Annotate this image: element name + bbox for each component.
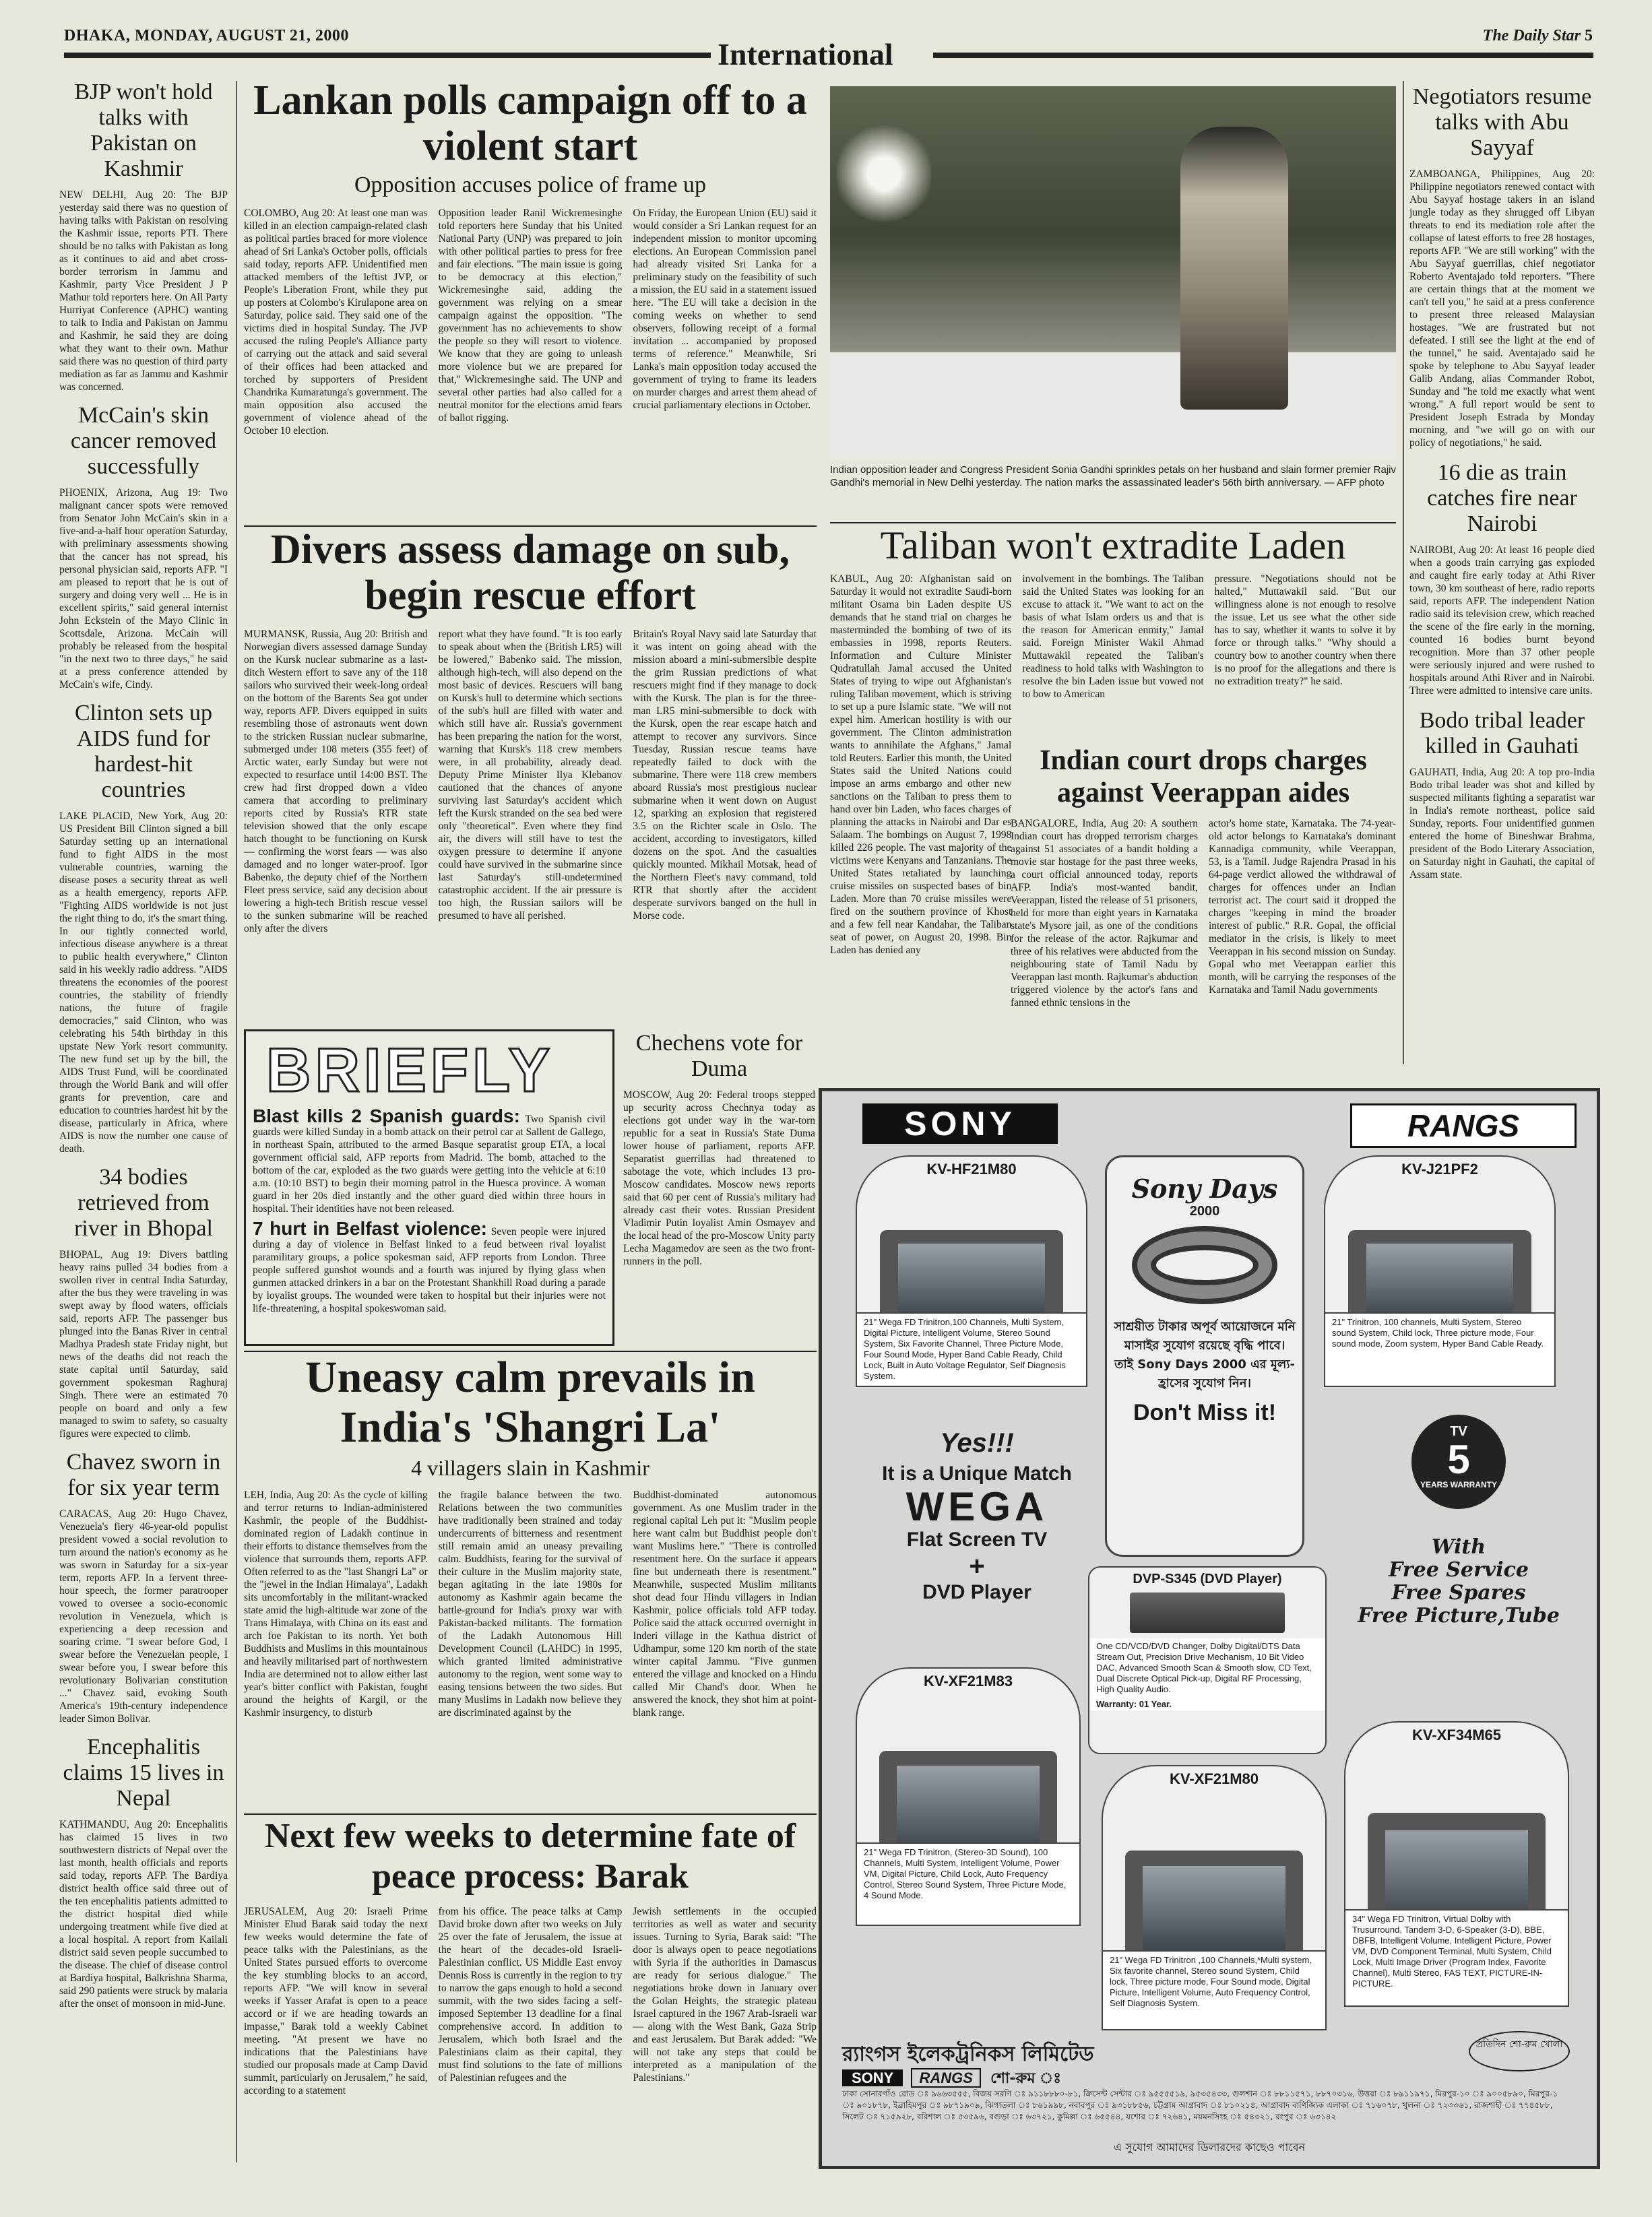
body-chavez: CARACAS, Aug 20: Hugo Chavez, Venezuela's fiery 46-year-old populist president vowed a social revolution to turn around the nation's economy as he was sworn in Saturday for a six-year term, reports AFP. In a fervent three-hour speech, the former paratrooper vowed to oversee a socio-economic revolution in Venezuela, which is experiencing a deep recession and soaring crime. "I swear before God, I swear before the Venezuelan people, I swear before you, I swear before this revolutionary Bolivarian constitution ..." Chavez said, evoking South America's 19th-century independence leader Simon Bolivar.: [59, 1508, 228, 1725]
free-spares-text: Free Spares: [1391, 1581, 1526, 1605]
masthead-rule-left: [64, 53, 711, 58]
headline-divers: Divers assess damage on sub, begin rescue effort: [271, 527, 790, 618]
plus-sign: +: [969, 1551, 985, 1581]
shangri-col-3: Buddhist-dominated autonomous government. As one Muslim trader in the regional capital Leh put it: "Muslim people here want calm but Buddhist people don't want Muslims here." "There is controlled resentment here. On the surface it appears fine but underneath there is resentment." Meanwhile, suspected Muslim militants shot dead four Hindu villagers in Indian Kashmir, police officials told AFP today. Police said the attack occurred overnight in Inderi village in the Kathua district of Udhampur, some 120 km north of the state winter capital Jammu. "Five gunmen entered the village and knocked on a Hindu called Mir Chand's door. When he answered the knock, they shot him at point-blank range.: [633, 1489, 817, 1718]
rangs-small-logo: RANGS: [911, 2068, 980, 2088]
tv1-spec: 21" Wega FD Trinitron,100 Channels, Multi System, Digital Picture, Intelligent Volume, Stereo Sound System, Six Favorite Channel, Three Picture Mode, Four Sound Mode, Hyper Band Cable Ready, Child Lock, Built in Auto Voltage Regulator, Self Diagnosis System.: [857, 1312, 1086, 1386]
right-divider: [1403, 81, 1404, 1064]
warranty-tv-label: TV: [1450, 1424, 1467, 1439]
tv1-screen: [898, 1244, 1045, 1322]
photo-memorial: [830, 352, 1396, 460]
headline-mccain: McCain's skin cancer removed successfully: [70, 403, 217, 479]
headline-negotiators: Negotiators resume talks with Abu Sayyaf: [1412, 84, 1592, 160]
tv-kv-j21pf2: [1324, 1155, 1556, 1387]
headline-clinton: Clinton sets up AIDS fund for hardest-hit countries: [74, 701, 213, 802]
sony-days-bangla-offer: সাশ্রয়ীত টাকার অপূর্ব আয়োজনে মনি মাসাইর সুযোগ রয়েছে বৃদ্ধি পাবে। তাই Sony Days 2000 এর মূল্য-হ্রাসের সুযোগ নিন।: [1114, 1320, 1296, 1390]
tv2-model: KV-J21PF2: [1401, 1161, 1478, 1178]
dvd-warranty: Warranty: 01 Year.: [1089, 1698, 1325, 1710]
headline-lankan: Lankan polls campaign off to a violent start: [253, 77, 807, 169]
col1-divider: [236, 81, 237, 2162]
with-text: With: [1431, 1535, 1486, 1559]
headline-chavez: Chavez sworn in for six year term: [66, 1450, 221, 1500]
sony-days-disc-icon: [1132, 1226, 1277, 1304]
brief2-head: 7 hurt in Belfast violence:: [253, 1218, 488, 1239]
yes-text: Yes!!!: [940, 1428, 1014, 1458]
briefly-title: BRIEFLY: [266, 1036, 554, 1105]
sony-small-logo: SONY: [842, 2069, 903, 2086]
lankan-col-2: Opposition leader Ranil Wickremesinghe told reporters here Sunday that his United National Party (UNP) was prepared to join with other political parties to press for free and fair elections. "The main issue is going to be democracy at this election," Wickremesinghe said, adding the government was relying on a smear campaign against the opposition. "The government has no achievements to show the people so they will resort to violence. We know that they are going to unleash more violence but we are prepared for that," Wickremesinghe said. The UNP and several other parties had also called for a neutral monitor for the elections amid fears of ballot rigging.: [438, 207, 623, 424]
col-right: [1409, 84, 1595, 1081]
shangri-col-2: the fragile balance between the two. Relations between the two communities have traditionally been strained and today undercurrents of bitterness and resentment still remain amid an uneasy prevailing calm. Buddhists, fearing for the survival of their culture in the Muslim majority state, began agitating in the late 1980s for autonomy as Kashmir again became the battle-ground for India's proxy war with Pakistan-backed militants. The formation of the Ladakh Autonomous Hill Development Council (LAHDC) in 1995, which granted limited administrative autonomy to the region, went some way to easing tensions between the two sides. But many Muslims in Ladakh now believe they are discriminated against by the: [438, 1489, 623, 1718]
sony-logo: SONY: [862, 1103, 1058, 1144]
shangri-col-1: LEH, India, Aug 20: As the cycle of killing and terror returns to Indian-administered Kashmir, the people of the Buddhist-dominated region of Ladakh continue in their efforts to distance themselves from the violence that surrounds them, reports AFP. Often referred to as the "last Shangri La" or the "jewel in the Indian Himalaya", Ladakh sits uncomfortably in the militant-wracked state amid the high-altitude war zone of the Trans Himalaya, with China on its east and arch foe Pakistan to its north. Yet both Buddhists and Muslims in this mountainous and heavily militarised part of northwestern India are determined not to allow either last year's bitter conflict with Pakistan, fought around the heights of Kargil, or the Kashmir insurgency, to disturb: [244, 1489, 428, 1718]
caption-text: Indian opposition leader and Congress President Sonia Gandhi sprinkles petals on her husband and slain former premier Rajiv Gandhi's memorial in New Delhi yesterday. The nation marks the assassinated leader's 56th birth anniversary.: [830, 464, 1396, 488]
divers-article: [244, 527, 817, 1025]
barak-article: [244, 1816, 817, 2166]
taliban-col-2: involvement in the bombings. The Taliban said the United States was looking for an excuse to attack it. "We want to act on the basis of what Islam orders us and that is the reason for American enmity," Jamal said. Foreign Minister Wakil Ahmad Muttawakil repeated the Taliban's readiness to hold talks with Washington to resolve the bin Laden issue but vowed not to bow to American: [1022, 573, 1204, 700]
dateline: DHAKA, MONDAY, AUGUST 21, 2000: [64, 27, 349, 44]
paper-name: [1483, 27, 1593, 45]
section-title: International: [718, 37, 893, 71]
sony-days-year: 2000: [1189, 1204, 1220, 1219]
tv5-spec: 34" Wega FD Trinitron, Virtual Dolby with Trusurround, Tandem 3-D, 6-Speaker (3-D), BBE, DBFB, Intelligent Volume, Intelligent Picture, Power VM, DVD Component Terminal, Multi System, Child Lock, Multi Image Driver (Program Index, Favorite Channel), Multi Stereo, FAS TEXT, PICTURE-IN-PICTURE.: [1345, 1909, 1568, 2005]
headline-shangri: Uneasy calm prevails in India's 'Shangri La': [305, 1353, 755, 1452]
dont-miss-text: Don't Miss it!: [1133, 1400, 1277, 1425]
barak-col-2: from his office. The peace talks at Camp David broke down after two weeks on July 25 over the fate of Jerusalem, the issue at the heart of the decades-old Israeli-Palestinian conflict. US Middle East envoy Dennis Ross is currently in the region to try to narrow the gaps enough to hold a second summit, with the two sides facing a self-imposed September 13 deadline for a final comprehensive accord. In addition to Jerusalem, which both Israel and the Palestinians claim as their capital, they must find solutions to the fate of millions of Palestinian refugees and the: [438, 1906, 623, 2084]
tv3-model: KV-XF21M83: [923, 1673, 1013, 1690]
subhead-lankan: Opposition accuses police of frame up: [354, 172, 707, 197]
divers-col-1: MURMANSK, Russia, Aug 20: British and Norwegian divers assessed damage Sunday on the Kursk nuclear submarine as a last-ditch Western effort to save any of the 118 sailors who survived their week-long ordeal on the bottom of the Barents Sea got under way, reports AFP. Divers equipped in suits resembling those of astronauts went down to the stricken Russian nuclear submarine, submerged under 108 meters (355 feet) of Arctic water, early Sunday but were not expected to resurface until 14:00 BST. The crew had first dropped down a video camera that according to preliminary reports cited by Russia's RTR state television showed that the only escape hatch thought to be functioning on Kursk — confirming the worst fears — was also damaged and no longer water-proof. Igor Babenko, the deputy chief of the Northern Fleet press service, said any decision about lowering a high-tech British rescue vessel to the sunken submarine will be reached only after the divers: [244, 629, 428, 934]
body-bodo: GAUHATI, India, Aug 20: A top pro-India Bodo tribal leader was shot and killed by suspected militants fighting a separatist war in India's remote northeast, police said Sunday, reports. Four unidentified gunmen entered the home of Bineshwar Brahma, president of the Bodo Literary Association, on Saturday night in Gauhati, the capital of Assam state.: [1409, 767, 1595, 880]
divers-col-3: Britain's Royal Navy said late Saturday that it was intent on going ahead with the mission aboard a mini-submersible despite the grim Russian predictions of what rescuers might find if they manage to dock with the Kursk. The plan is for the three-man LR5 mini-submersible to dock with the Kursk, open the rear escape hatch and attempt to recover any survivors. Since Tuesday, Russian rescue teams have repeatedly failed to dock with the submarine. There were 118 crew members aboard Russia's most prestigious nuclear submarine when it went down on August 12, sparking an explosion that registered 3.5 on the Richter scale in Oslo. The accident, according to investigators, killed dozens on the spot. And the casualties quickly mounted. Mikhail Motsak, head of the Northern Fleet's navy command, told RTR that shortly after the accident desperate survivors banged on the hull in Morse code.: [633, 629, 817, 922]
photo-flowers: [837, 106, 931, 241]
tv4-screen: [1143, 1866, 1285, 1956]
dealer-footer: এ সুযোগ আমাদের ডিলারদের কাছেও পাবেন: [1113, 2141, 1306, 2154]
dvd-player-box: [1088, 1566, 1327, 1754]
photo-figure: [1180, 127, 1288, 410]
tv-kv-xf21m83: [856, 1667, 1081, 1926]
tv5-model: KV-XF34M65: [1411, 1727, 1502, 1743]
body-clinton: LAKE PLACID, New York, Aug 20: US President Bill Clinton signed a bill Saturday setting up an international fund to fight AIDS in the most vulnerable countries, warning the disease poses a security threat as well as a health emergency, reports AFP. "Fighting AIDS worldwide is not just the right thing to do, it's the smart thing. In our tightly connected world, infectious disease anywhere is a threat to public health everywhere," Clinton said in his weekly radio address. "AIDS threatens the economies of the poorest countries, the stability of friendly nations, the future of fragile democracies," said Clinton, who was celebrating his 54th birthday in this upstate New York resort community. The new fund set up by the bill, the AIDS Trust Fund, will be coordinated through the World Bank and will offer grants for prevention, care and education to countries hardest hit by the disease, particularly in Africa, where AIDS is now the number one cause of death.: [59, 810, 228, 1155]
tv4-model: KV-XF21M80: [1169, 1770, 1259, 1787]
barak-col-1: JERUSALEM, Aug 20: Israeli Prime Minister Ehud Barak said today the next few weeks would determine the fate of peace talks with the Palestinians, as the United States pursued efforts to overcome the key stumbling blocks to an accord, reports AFP. "We will know in several weeks if Yasser Arafat is open to a peace accord or if we are heading towards an impasse," Barak told a weekly Cabinet meeting. "At present we have no indications that the Palestinians have studied our proposals made at Camp David summit, particularly on Jerusalem," he said, according to a statement: [244, 1906, 428, 2096]
headline-bodo: Bodo tribal leader killed in Gauhati: [1419, 708, 1585, 759]
page-number: 5: [1585, 27, 1593, 44]
subhead-shangri: 4 villagers slain in Kashmir: [411, 1456, 649, 1480]
shangri-article: [244, 1353, 817, 1818]
showroom-addresses: ঢাকা সোনারগাঁও রোড ঃ ৯৬৬৩৫৫৫, বিজয় সরণি ঃ ৯১১৮৮৮০-৮১, ক্রিসেন্ট সেন্টার ঃ ৯৫৫৫৫১৯, ৯৫৩৫৪৩৩, গুলশান ঃ ৮৮১১৫৭১, ৮৮৭০৩১৬, উত্তরা ঃ ৮৯১১৯৭১, মিরপুর-১০ ঃ ৯০০৫৮৯০, মিরপুর-১ ঃ ৯০১৮৭৮, ইব্রাহিমপুর ঃ ৯৮৭১৯০৯, ঝিগাতলা ঃ ৮৬১৯৯৮, নবাবপুর ঃ ৯৩১৮৮৫৬, চট্টগ্রাম আগ্রাবাদ ঃ ৮১০২১৪, আগ্রাবাদ বাণিজ্যিক এলাকা ঃ ৭১৬০৭৮, খুলনা ঃ ৭২৩৩৬১, রাজশাহী ঃ ৭৭৪৫৮৮, সিলেট ঃ ৭১৫৯২৮, বরিশাল ঃ ৫৩৫৯৬, বগুড়া ঃ ৬৩৭২১, কুমিল্লা ঃ ৬৫৫৪৪, যশোর ঃ ৭২৬৪১, ময়মনসিংহ ঃ ৫৪৩২১, রংপুর ঃ ৬৩১৪২: [842, 2089, 1558, 2121]
warranty-years-number: 5: [1447, 1437, 1470, 1482]
col1: [59, 79, 228, 2168]
tv3-spec: 21" Wega FD Trinitron, (Stereo-3D Sound), 100 Channels, Multi System, Intelligent Volume, Power VM, Digital Picture, Child Lock, Auto Frequency Control, Stereo Sound System, Three Picture Mode, 4 Sound Mode.: [857, 1842, 1079, 1925]
headline-bhopal: 34 bodies retrieved from river in Bhopal: [74, 1165, 213, 1241]
body-chechens: MOSCOW, Aug 20: Federal troops stepped up security across Chechnya today as elections got under way in the war-torn republic for a seat in Russia's State Duma lower house of parliament, reports AFP. Separatist guerrillas had threatened to sabotage the vote, which includes 13 pro-Moscow candidates. Moscow news reports said that 60 per cent of Russia's military had already cast their votes. Russian President Vladimir Putin loyalist Amin Osmayev and the local head of the pro-Moscow Unity party Lecha Magamedov are seen as the two front-runners in the poll.: [623, 1089, 815, 1267]
body-bhopal: BHOPAL, Aug 19: Divers battling heavy rains pulled 34 bodies from a swollen river in central India Saturday, after the bus they were traveling in was swept away by flood waters, officials said, reports AFP. The passenger bus plunged into the Banas River in central Madhya Pradesh state Friday night, but news of the deaths did not reach the state capital until Saturday, said government spokesman Raghuraj Singh. There were an estimated 70 people on board and only a few managed to swim to safety, so casualty figures were expected to climb.: [59, 1249, 228, 1440]
body-mccain: PHOENIX, Arizona, Aug 19: Two malignant cancer spots were removed from Senator John McCain's skin in a five-and-a-half hour operation Saturday, with preliminary assessments showing that the cancer has not spread, his personal physician said, reports AFP. "I am pleased to report that he is out of surgery and doing very well ... He is in excellent spirits," said general internist John Eckstein of the Mayo Clinic in Scottsdale, Arizona. McCain will probably be released from the hospital "in the next two to three days," he said at a press conference attended by McCain's wife, Cindy.: [59, 487, 228, 690]
sony-days-panel: [1105, 1155, 1304, 1557]
paper-title: The Daily Star: [1482, 27, 1581, 44]
brief2-body: Seven people were injured during a day of violence in Belfast linked to a feud between rival loyalist paramilitary groups, a police spokesman said, AFP reports from London. Three people suffered gunshot wounds and a fourth was injured by flying glass when gunmen attacked drinkers in a bar on the Protestant Shankhill Road during a parade by loyalist groups. The wounded were taken to hospital but their injuries were not life-threatening, a hospital spokeswoman said.: [253, 1226, 606, 1314]
veerappan-col-1: BANGALORE, India, Aug 20: A southern Indian court has dropped terrorism charges against 51 associates of a bandit holding a movie star hostage for the past three weeks, a court official announced today, reports AFP. India's most-wanted bandit, Veerappan, listed the release of 51 prisoners, held for more than eight years in Karnataka state's Mysore jail, as one of the conditions for the release of the actor. Rajkumar and three of his relatives were abducted from the neighbouring state of Tamil Nadu by Veerappan last month. Rajkumar's abduction triggered violence by the actor's fans and fanned ethnic tensions in the: [1011, 818, 1198, 1008]
dvd-device-image: [1130, 1593, 1285, 1633]
barak-rule: [244, 1813, 817, 1815]
tv4-spec: 21" Wega FD Trinitron ,100 Channels,*Multi system, Six favorite channel, Stereo sound System, Child lock, Three picture mode, Four Sound mode, Digital Picture, Intelligent Volume, Auto Frequency Control, Self Diagnosis System.: [1103, 1950, 1325, 2029]
briefly-box: [244, 1029, 614, 1346]
headline-veerappan: Indian court drops charges against Veerappan aides: [1040, 745, 1367, 808]
body-nepal: KATHMANDU, Aug 20: Encephalitis has claimed 15 lives in two southwestern districts of Nepal over the last month, health officials and reports said today, reports AFP. The Bardiya district health office said three out of the ten encephalitis patients admitted to the district hospital died while undergoing treatment while five died at a local hospital. A report from Kailali district said seven people succumbed to the disease. The chief of disease control at Bardiya hospital, Balkrishna Sharma, said 290 patients were struck by malaria after the onset of monsoon in mid-June.: [59, 1819, 228, 2010]
shangri-rule: [244, 1351, 817, 1352]
brief1-head: Blast kills 2 Spanish guards:: [253, 1105, 520, 1126]
lankan-col-1: COLOMBO, Aug 20: At least one man was killed in an election campaign-related clash as political parties braced for more violence ahead of Sri Lanka's October polls, officials said today, reports AFP. Unidentified men attacked members of the leftist JVP, or People's Liberation Front, while they put up posters at Colombo's Kirulapone area on Saturday, police said. They said one of the victims died in hospital Sunday. The JVP accused the ruling People's Alliance party of carrying out the attack and said several of their offices had been attacked and torched by supporters of President Chandrika Kumaratunga's government. The main opposition also accused the government of violence ahead of the October 10 election.: [244, 207, 428, 437]
dvd-model: DVP-S345 (DVD Player): [1133, 1572, 1282, 1586]
rangs-logo: RANGS: [1350, 1103, 1577, 1148]
tv3-screen: [897, 1766, 1039, 1853]
wega-promo: [862, 1428, 1091, 1644]
body-negotiators: ZAMBOANGA, Philippines, Aug 20: Philippine negotiators renewed contact with Abu Sayyaf hostage takers in an island jungle today as they shrugged off Libyan threats to end its mediation role after the collapse of latest efforts to free 28 hostages, reports AFP. "We are still working" with the Abu Sayyaf guerrillas, chief negotiator Roberto Aventajado told reporters. "There are certain things that at the moment we can't tell you," he said at a press conference to present three released Malaysian hostages. "We are frustrated but not defeated. I still see the light at the end of the tunnel," he said. Aventajado said he spoke by telephone to Abu Sayyaf leader Galib Andang, alias Commander Robot, Sunday and "he told me exactly what went wrong." A full report would be sent to President Joseph Estrada by Monday morning, and "we will go on with our policy of negotiations," he said.: [1409, 168, 1595, 449]
free-service-text: Free Service: [1389, 1558, 1529, 1582]
body-nairobi: NAIROBI, Aug 20: At least 16 people died when a goods train carrying gas exploded and caught fire early today at Athi River town, 30 km southeast of here, radio reports said, reports AFP. The independent Nation radio said its television crew, which reached the scene of the fire early in the morning, counted 16 bodies burnt beyond recognition. More than 37 other people were seriously injured and were rushed to hospitals around Athi River and in Nairobi. Three were admitted to intensive care units.: [1409, 544, 1595, 697]
tv-kv-hf21m80: [856, 1155, 1087, 1387]
lankan-article: [244, 77, 817, 522]
company-name: র‍্যাংগস ইলেকট্রনিকস লিমিটেড: [842, 2043, 1094, 2066]
headline-nairobi: 16 die as train catches fire near Nairobi: [1427, 460, 1577, 536]
warranty-badge: [1411, 1415, 1506, 1509]
headline-nepal: Encephalitis claims 15 lives in Nepal: [63, 1735, 224, 1811]
veerappan-article: [1011, 744, 1396, 1068]
chechens-article: [623, 1031, 815, 1347]
free-picture-tube-text: Free Picture,Tube: [1358, 1604, 1560, 1628]
masthead-rule-right: [933, 53, 1593, 58]
showroom-label: শো-রুম ঃ: [990, 2070, 1062, 2087]
tv-kv-xf21m80: [1102, 1765, 1327, 2030]
warranty-text: YEARS WARRANTY: [1420, 1480, 1497, 1489]
tv2-screen: [1366, 1244, 1513, 1322]
free-offers: [1347, 1536, 1570, 1628]
taliban-col-1: KABUL, Aug 20: Afghanistan said on Saturday it would not extradite Saudi-born militant Osama bin Laden despite US demands that he stand trial on charges he masterminded the bombing of two of its embassies in 1998, reports Reuters. Information and Culture Minister Qudratullah Jamal accused the United States of trying to wipe out Afghanistan's ruling Taliban movement, which is striving to set up a pure Islamic state. "We will not expel him. American hostility is with our government. The Clinton administration wants to annihilate the Afghans," Jamal told Reuters. Earlier this month, the United States said the United Nations could impose an arms embargo and other new sanctions on the Taliban to press them to hand over bin Laden, who faces charges of planning the attacks in Nairobi and Dar es Salaam. The bombings on August 7, 1998 killed 226 people. The vast majority of the victims were Kenyans and Tanzanians. The United States retaliated by launching cruise missiles on suspected bases of bin Laden. More than 70 cruise missiles were fired on the southern province of Khost and a few fell near Kandahar, the Taliban seat of power, on August 20, 1998. Bin Laden has denied any: [830, 573, 1012, 956]
sony-days-title: Sony Days: [1131, 1174, 1278, 1204]
tv-kv-xf34m65: [1344, 1721, 1569, 2007]
lankan-col-3: On Friday, the European Union (EU) said it would consider a Sri Lankan request for an independent mission to monitor upcoming elections. An European Commission panel had already visited Sri Lanka for a preliminary study on the feasibility of such a mission, the EU said in a statement issued here. "The EU will take a decision in the coming weeks on whether to send observers, following receipt of a formal invitation ... accompanied by proposed terms of reference." Meanwhile, Sri Lanka's main opposition today accused the government of trying to frame its leaders on murder charges and arrest them ahead of crucial parliamentary elections in October.: [633, 207, 817, 411]
headline-bjp: BJP won't hold talks with Pakistan on Kashmir: [74, 79, 213, 181]
brief1-body: Two Spanish civil guards were killed Sunday in a bomb attack on their petrol car at Sallent de Gallego, in northeast Spain, attributed to the armed Basque separatist group ETA, a local government official said, AFP reports from Madrid. The bomb, attached to the bottom of the car, exploded as the two guards were getting into the vehicle at 6:10 a.m. (10:10 BST) to begin their morning patrol in the Huesca province. A woman guard in her 20s died instantly and the other guard died within three hours in hospital. Their identities have not been released.: [253, 1114, 606, 1215]
barak-col-3: Jewish settlements in the occupied territories as well as water and security issues. Turning to Syria, Barak said: "The door is always open to peace negotiations with Syria if the authorities in Damascus are ready for serious dialogue." The negotiations broke down in January over the Golan Heights, the strategic plateau Israel captured in the 1967 Arab-Israeli war — along with the West Bank, Gaza Strip and east Jerusalem. But Barak added: "We will not take any steps that could be interpreted as a manipulation of the Palestinians.": [633, 1906, 817, 2084]
sonia-gandhi-photo: [830, 86, 1396, 460]
photo-caption: [830, 463, 1396, 517]
unique-match-text: It is a Unique Match: [882, 1463, 1072, 1485]
body-bjp: NEW DELHI, Aug 20: The BJP yesterday said there was no question of having talks with Pakistan on resolving the Kashmir issue, reports PTI. There should be no talks with Pakistan as long as it continues to aid and abet cross-border terrorism in Jammu and Kashmir, party Vice President J P Mathur told reporters here. On All Party Hurriyat Conference (APHC) wanting to talk to India and Pakistan on Jammu and Kashmir, he said they are doing what they want to their own. Mathur said there was no question of third party mediation as far as Jammu and Kashmir was concerned.: [59, 189, 228, 393]
headline-chechens: Chechens vote for Duma: [635, 1031, 803, 1081]
taliban-col-3: pressure. "Negotiations should not be halted," Muttawakil said. "But our willingness alone is not enough to resolve the issue. Let us see what the other side has to say, whether it wants to solve it by force or through talks." "Why should a country bow to another country when there is no proof for the allegations and there is no extradition treaty?" he said.: [1214, 573, 1396, 687]
veerappan-col-2: actor's home state, Karnataka. The 74-year-old actor belongs to Karnataka's dominant Kannadiga community, while Veerappan, 53, is a Tamil. Judge Rajendra Prasad in his 64-page verdict allowed the withdrawal of charges for offences under an Indian terrorist act. The court said it dropped the charges "keeping in mind the broader interest of public." R.R. Gopal, the official mediator in the crisis, is likely to meet Veerappan in his second mission on Sunday. Gopal who met Veerappan earlier this month, will be carrying the responses of the Karnataka and Tamil Nadu governments: [1209, 818, 1396, 996]
tv2-spec: 21" Trinitron, 100 channels, Multi System, Stereo sound System, Child lock, Three picture mode, Four sound mode, Zoom system, Hyper Band Cable Ready.: [1325, 1312, 1554, 1386]
headline-taliban: Taliban won't extradite Laden: [880, 523, 1346, 567]
headline-barak: Next few weeks to determine fate of peace process: Barak: [264, 1817, 796, 1896]
sony-rangs-advertisement: [819, 1088, 1600, 2169]
caption-credit: — AFP photo: [1324, 477, 1385, 488]
divers-col-2: report what they have found. "It is too early to speak about when the (British LR5) will be lowered," Babenko said. The mission, although high-tech, will also depend on the most basic of devices. Rescuers will bang on Kursk's hull to determine which sections of the sub's hull are filled with water and which still have air. Russia's government has been preparing the nation for the worst, warning that Kursk's 118 crew members were, in all probability, already dead. Deputy Prime Minister Ilya Klebanov cautioned that the chances of anyone surviving last Saturday's accident which left the Kursk stranded on the sea bed were only "theoretical". Even where they find air, the divers will still have to test the oxygen pressure to determine if anyone could have survived in the submarine since last Saturday's still-undetermined catastrophic accident. If the air pressure is too high, the Russian sailors will be presumed to have all perished.: [438, 629, 623, 922]
dvd-spec: One CD/VCD/DVD Changer, Dolby Digital/DTS Data Stream Out, Precision Drive Mechanism, 10 Bit Video DAC, Advanced Smooth Scan & Smooth slow, CD Text, Dual Discrete Optical Pick-up, Digital RF Processing, High Quality Audio.: [1089, 1638, 1325, 1698]
flat-screen-text: Flat Screen TV: [906, 1529, 1048, 1551]
dvd-player-text: DVD Player: [922, 1581, 1031, 1603]
open-daily-badge: প্রতিদিন শো-রুম খোলা: [1469, 2031, 1570, 2071]
wega-logo: WEGA: [906, 1484, 1048, 1529]
tv1-model: KV-HF21M80: [926, 1161, 1017, 1178]
